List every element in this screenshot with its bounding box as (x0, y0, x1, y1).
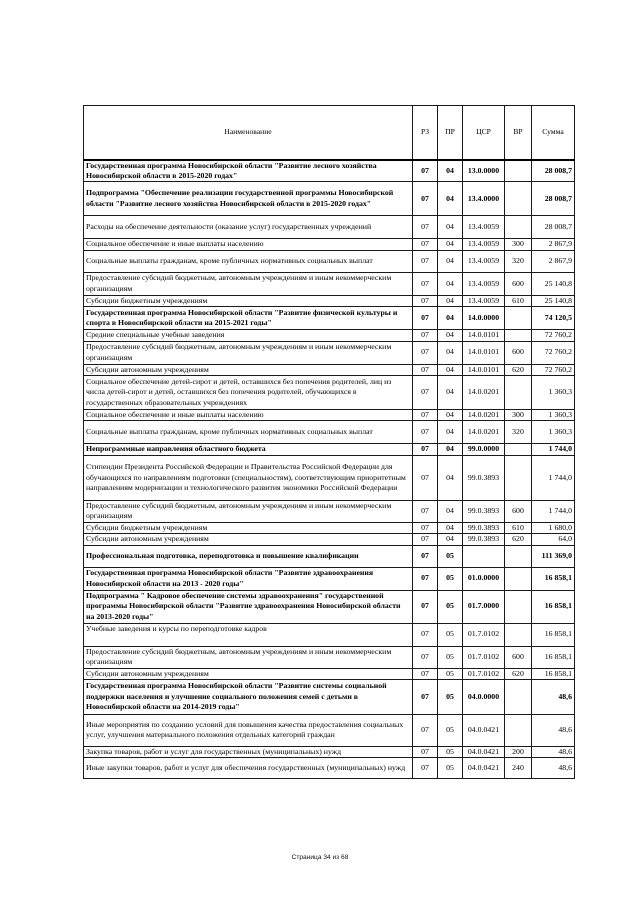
table-row (84, 364, 575, 375)
vr-cell: 620 (505, 534, 532, 545)
pr-cell: 05 (438, 567, 463, 590)
rz-cell: 07 (413, 758, 438, 779)
sum-cell: 16 858,1 (532, 646, 575, 668)
name-cell: Субсидии автономным учреждениям (84, 668, 413, 679)
sum-cell: 74 120,5 (532, 307, 575, 330)
sum-cell: 1 744,0 (532, 455, 575, 500)
csr-cell: 99.0.0000 (463, 444, 505, 455)
csr-cell: 01.7.0000 (463, 590, 505, 623)
rz-cell: 07 (413, 746, 438, 757)
table-body (84, 160, 575, 779)
vr-cell (505, 623, 532, 646)
table-row (84, 714, 575, 746)
name-cell: Государственная программа Новосибирской области "Развитие лесного хозяйства Новосибирской области в 2015-2020 годах" (84, 160, 413, 182)
column-header-sum: Сумма (532, 106, 575, 160)
sum-cell: 48,6 (532, 679, 575, 714)
table-row (84, 307, 575, 330)
vr-cell (505, 567, 532, 590)
sum-cell: 2 867,9 (532, 250, 575, 272)
sum-cell: 1 360,3 (532, 375, 575, 409)
pr-cell: 05 (438, 545, 463, 567)
name-cell: Подпрограмма " Кадровое обеспечение системы здравоохранения" государственной программы Новосибирской области "Развитие здравоохранения Новосибирской области на 2013-2020 годы" (84, 590, 413, 623)
table-row (84, 668, 575, 679)
sum-cell: 1 360,3 (532, 409, 575, 420)
rz-cell: 07 (413, 567, 438, 590)
vr-cell (505, 545, 532, 567)
csr-cell: 14.0.0201 (463, 409, 505, 420)
vr-cell: 620 (505, 364, 532, 375)
sum-cell: 28 008,7 (532, 160, 575, 182)
table-row (84, 216, 575, 239)
csr-cell: 99.0.3893 (463, 455, 505, 500)
csr-cell: 13.0.0000 (463, 160, 505, 182)
table-row (84, 679, 575, 714)
rz-cell: 07 (413, 330, 438, 341)
csr-cell: 01.7.0102 (463, 623, 505, 646)
pr-cell: 04 (438, 160, 463, 182)
vr-cell: 200 (505, 746, 532, 757)
table-row (84, 421, 575, 444)
table-header-row (84, 106, 575, 160)
pr-cell: 05 (438, 668, 463, 679)
csr-cell: 13.4.0059 (463, 272, 505, 295)
sum-cell: 72 760,2 (532, 364, 575, 375)
csr-cell: 01.7.0102 (463, 646, 505, 668)
rz-cell: 07 (413, 364, 438, 375)
name-cell: Иные мероприятия по созданию условий для повышения качества предоставления социальных услуг, улучшения материального положения отдельных категорий граждан (84, 714, 413, 746)
csr-cell: 04.0.0421 (463, 758, 505, 779)
table-row (84, 500, 575, 522)
column-header-csr: ЦСР (463, 106, 505, 160)
sum-cell: 1 744,0 (532, 444, 575, 455)
csr-cell: 14.0.0201 (463, 375, 505, 409)
pr-cell: 04 (438, 239, 463, 250)
vr-cell: 600 (505, 646, 532, 668)
pr-cell: 04 (438, 421, 463, 444)
rz-cell: 07 (413, 307, 438, 330)
pr-cell: 04 (438, 534, 463, 545)
table-row (84, 545, 575, 567)
sum-cell: 1 744,0 (532, 500, 575, 522)
csr-cell: 14.0.0201 (463, 421, 505, 444)
csr-cell: 04.0.0421 (463, 746, 505, 757)
rz-cell: 07 (413, 455, 438, 500)
rz-cell: 07 (413, 623, 438, 646)
sum-cell: 28 008,7 (532, 216, 575, 239)
rz-cell: 07 (413, 590, 438, 623)
rz-cell: 07 (413, 545, 438, 567)
page-footer: Страница 34 из 68 (291, 854, 349, 861)
sum-cell: 16 858,1 (532, 668, 575, 679)
vr-cell (505, 444, 532, 455)
name-cell: Предоставление субсидий бюджетным, автономным учреждениям и иным некоммерческим организациям (84, 646, 413, 668)
rz-cell: 07 (413, 714, 438, 746)
rz-cell: 07 (413, 341, 438, 364)
csr-cell: 01.0.0000 (463, 567, 505, 590)
sum-cell: 72 760,2 (532, 341, 575, 364)
pr-cell: 05 (438, 623, 463, 646)
csr-cell: 99.0.3893 (463, 534, 505, 545)
csr-cell: 14.0.0000 (463, 307, 505, 330)
pr-cell: 05 (438, 714, 463, 746)
rz-cell: 07 (413, 250, 438, 272)
rz-cell: 07 (413, 272, 438, 295)
pr-cell: 05 (438, 746, 463, 757)
vr-cell (505, 160, 532, 182)
name-cell: Социальные выплаты гражданам, кроме публичных нормативных социальных выплат (84, 421, 413, 444)
table-row (84, 534, 575, 545)
table-row (84, 250, 575, 272)
name-cell: Стипендии Президента Российской Федерации и Правительства Российской Федерации для обучающихся по направлениям подготовки (специальностям), соответствующим приоритетным направлениям модернизации и технологического развития экономики Российской Федерации (84, 455, 413, 500)
column-header-name: Наименование (84, 106, 413, 160)
name-cell: Субсидии автономным учреждениям (84, 364, 413, 375)
rz-cell: 07 (413, 444, 438, 455)
pr-cell: 05 (438, 646, 463, 668)
rz-cell: 07 (413, 421, 438, 444)
rz-cell: 07 (413, 646, 438, 668)
vr-cell: 600 (505, 341, 532, 364)
table-row (84, 330, 575, 341)
rz-cell: 07 (413, 522, 438, 533)
name-cell: Средние специальные учебные заведения (84, 330, 413, 341)
vr-cell: 610 (505, 522, 532, 533)
name-cell: Подпрограмма "Обеспечение реализации государственной программы Новосибирской области "Развитие лесного хозяйства Новосибирской области в 2015-2020 годах" (84, 182, 413, 216)
table-row (84, 295, 575, 306)
name-cell: Предоставление субсидий бюджетным, автономным учреждениям и иным некоммерческим организациям (84, 500, 413, 522)
rz-cell: 07 (413, 239, 438, 250)
csr-cell (463, 545, 505, 567)
rz-cell: 07 (413, 216, 438, 239)
sum-cell: 64,0 (532, 534, 575, 545)
name-cell: Социальное обеспечение и иные выплаты населению (84, 409, 413, 420)
sum-cell: 48,6 (532, 758, 575, 779)
sum-cell: 1 360,3 (532, 421, 575, 444)
rz-cell: 07 (413, 668, 438, 679)
pr-cell: 04 (438, 272, 463, 295)
table-row (84, 160, 575, 182)
sum-cell: 1 680,0 (532, 522, 575, 533)
name-cell: Социальное обеспечение и иные выплаты населению (84, 239, 413, 250)
rz-cell: 07 (413, 679, 438, 714)
pr-cell: 04 (438, 375, 463, 409)
name-cell: Закупка товаров, работ и услуг для государственных (муниципальных) нужд (84, 746, 413, 757)
vr-cell: 600 (505, 500, 532, 522)
sum-cell: 25 140,8 (532, 272, 575, 295)
pr-cell: 05 (438, 758, 463, 779)
name-cell: Иные закупки товаров, работ и услуг для обеспечения государственных (муниципальных) нужд (84, 758, 413, 779)
rz-cell: 07 (413, 534, 438, 545)
table-row (84, 746, 575, 757)
sum-cell: 111 369,0 (532, 545, 575, 567)
vr-cell: 610 (505, 295, 532, 306)
pr-cell: 04 (438, 330, 463, 341)
rz-cell: 07 (413, 409, 438, 420)
column-header-rz: РЗ (413, 106, 438, 160)
sum-cell: 48,6 (532, 746, 575, 757)
csr-cell: 99.0.3893 (463, 522, 505, 533)
table-row (84, 522, 575, 533)
rz-cell: 07 (413, 500, 438, 522)
sum-cell: 25 140,8 (532, 295, 575, 306)
budget-table-grid (83, 105, 575, 779)
pr-cell: 04 (438, 364, 463, 375)
table-row (84, 272, 575, 295)
csr-cell: 04.0.0000 (463, 679, 505, 714)
csr-cell: 01.7.0102 (463, 668, 505, 679)
column-header-pr: ПР (438, 106, 463, 160)
pr-cell: 04 (438, 522, 463, 533)
csr-cell: 14.0.0101 (463, 341, 505, 364)
sum-cell: 48,6 (532, 714, 575, 746)
pr-cell: 04 (438, 500, 463, 522)
csr-cell: 13.4.0059 (463, 216, 505, 239)
vr-cell (505, 216, 532, 239)
name-cell: Непрограммные направления областного бюджета (84, 444, 413, 455)
csr-cell: 13.4.0000 (463, 182, 505, 216)
csr-cell: 13.4.0059 (463, 250, 505, 272)
name-cell: Государственная программа Новосибирской области "Развитие здравоохранения Новосибирской области на 2013 - 2020 годы" (84, 567, 413, 590)
sum-cell: 16 858,1 (532, 590, 575, 623)
name-cell: Учебные заведения и курсы по переподготовке кадров (84, 623, 413, 646)
rz-cell: 07 (413, 160, 438, 182)
csr-cell: 13.4.0059 (463, 295, 505, 306)
column-header-vr: ВР (505, 106, 532, 160)
table-row (84, 375, 575, 409)
table-row (84, 444, 575, 455)
name-cell: Государственная программа Новосибирской области "Развитие физической культуры и спорта в Новосибирской области на 2015-2021 годы" (84, 307, 413, 330)
vr-cell (505, 375, 532, 409)
vr-cell (505, 679, 532, 714)
pr-cell: 04 (438, 409, 463, 420)
csr-cell: 99.0.3893 (463, 500, 505, 522)
vr-cell (505, 455, 532, 500)
name-cell: Профессиональная подготовка, переподготовка и повышение квалификации (84, 545, 413, 567)
vr-cell (505, 307, 532, 330)
vr-cell (505, 182, 532, 216)
csr-cell: 04.0.0421 (463, 714, 505, 746)
budget-table (83, 105, 574, 779)
rz-cell: 07 (413, 182, 438, 216)
name-cell: Субсидии бюджетным учреждениям (84, 522, 413, 533)
table-row (84, 758, 575, 779)
pr-cell: 04 (438, 444, 463, 455)
name-cell: Предоставление субсидий бюджетным, автономным учреждениям и иным некоммерческим организациям (84, 272, 413, 295)
pr-cell: 05 (438, 679, 463, 714)
pr-cell: 04 (438, 341, 463, 364)
csr-cell: 14.0.0101 (463, 364, 505, 375)
name-cell: Субсидии автономным учреждениям (84, 534, 413, 545)
name-cell: Социальное обеспечение детей-сирот и детей, оставшихся без попечения родителей, лиц из числа детей-сирот и детей, оставшихся без попечения родителей, обучающихся в государственных образовательных учреждениях (84, 375, 413, 409)
pr-cell: 04 (438, 455, 463, 500)
name-cell: Расходы на обеспечение деятельности (оказание услуг) государственных учреждений (84, 216, 413, 239)
pr-cell: 05 (438, 590, 463, 623)
vr-cell: 320 (505, 250, 532, 272)
vr-cell (505, 590, 532, 623)
sum-cell: 72 760,2 (532, 330, 575, 341)
sum-cell: 16 858,1 (532, 623, 575, 646)
name-cell: Социальные выплаты гражданам, кроме публичных нормативных социальных выплат (84, 250, 413, 272)
vr-cell: 300 (505, 239, 532, 250)
table-row (84, 567, 575, 590)
sum-cell: 28 008,7 (532, 182, 575, 216)
vr-cell (505, 330, 532, 341)
pr-cell: 04 (438, 216, 463, 239)
table-row (84, 455, 575, 500)
table-row (84, 182, 575, 216)
sum-cell: 16 858,1 (532, 567, 575, 590)
rz-cell: 07 (413, 295, 438, 306)
table-row (84, 623, 575, 646)
table-row (84, 590, 575, 623)
vr-cell: 600 (505, 272, 532, 295)
table-row (84, 409, 575, 420)
table-row (84, 239, 575, 250)
pr-cell: 04 (438, 295, 463, 306)
name-cell: Субсидии бюджетным учреждениям (84, 295, 413, 306)
vr-cell: 320 (505, 421, 532, 444)
pr-cell: 04 (438, 182, 463, 216)
pr-cell: 04 (438, 250, 463, 272)
table-row (84, 341, 575, 364)
pr-cell: 04 (438, 307, 463, 330)
vr-cell (505, 714, 532, 746)
csr-cell: 13.4.0059 (463, 239, 505, 250)
csr-cell: 14.0.0101 (463, 330, 505, 341)
vr-cell: 620 (505, 668, 532, 679)
name-cell: Предоставление субсидий бюджетным, автономным учреждениям и иным некоммерческим организациям (84, 341, 413, 364)
table-row (84, 646, 575, 668)
vr-cell: 300 (505, 409, 532, 420)
rz-cell: 07 (413, 375, 438, 409)
vr-cell: 240 (505, 758, 532, 779)
sum-cell: 2 867,9 (532, 239, 575, 250)
name-cell: Государственная программа Новосибирской области "Развитие системы социальной поддержки населения и улучшение социального положения семей с детьми в Новосибирской области на 2014-2019 годы" (84, 679, 413, 714)
